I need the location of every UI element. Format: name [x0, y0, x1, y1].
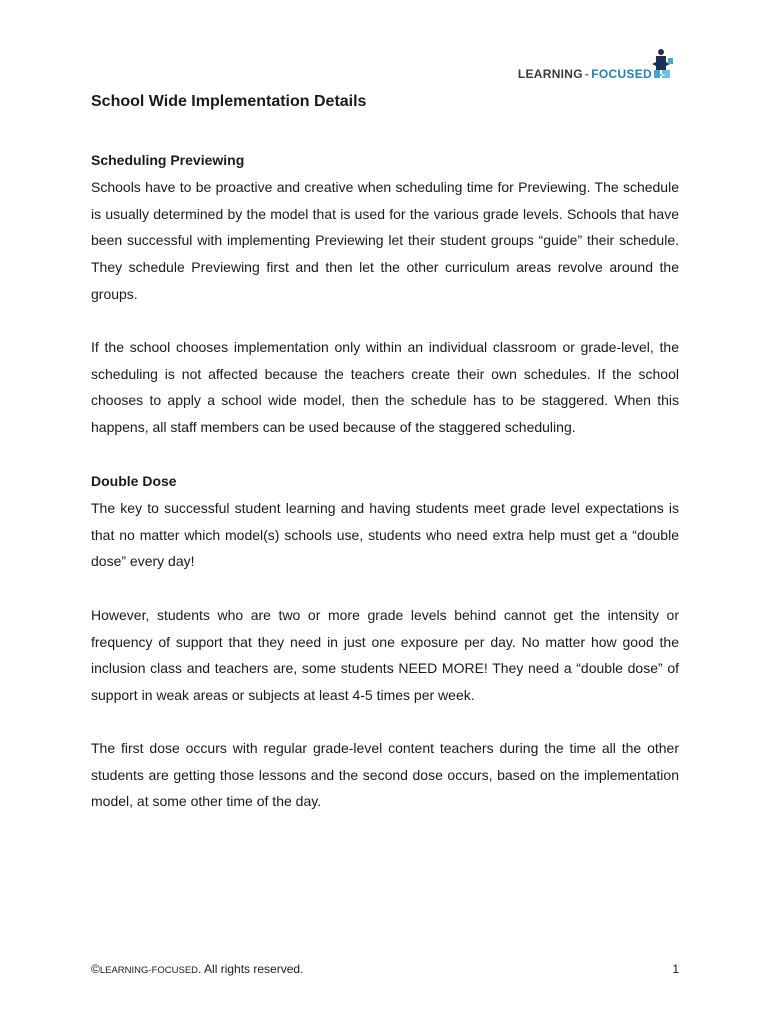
logo-wordmark	[518, 68, 652, 80]
paragraph-scheduling-2: If the school chooses implementation only within an individual classroom or grade-level, the scheduling is not affected because the teachers create their own schedules. If the school chooses to apply a school wide model, then the schedule has to be staggered. When this happens, all staff members can be used because of the staggered scheduling.	[91, 339, 679, 436]
footer-rights: . All rights reserved.	[198, 962, 304, 976]
copyright-symbol: ©	[91, 962, 100, 976]
paragraph-double-dose-2: However, students who are two or more grade levels behind cannot get the intensity or frequency of support that they need in just one exposure per day. No matter how good the inclusion class and teachers are, some students NEED MORE! They need a “double dose” of support in weak areas or subjects at least 4-5 times per week.	[91, 607, 679, 704]
page-number: 1	[672, 962, 679, 976]
footer-copyright	[91, 962, 303, 976]
puzzle-figure-icon	[648, 48, 674, 78]
page-title: School Wide Implementation Details	[91, 93, 367, 110]
logo-word-focused: FOCUSED	[591, 67, 652, 81]
header-logo	[518, 48, 674, 80]
footer-brand: LEARNING-FOCUSED	[99, 965, 199, 976]
section-heading-scheduling: Scheduling Previewing	[91, 152, 245, 168]
logo-word-learning: LEARNING	[517, 67, 583, 81]
paragraph-double-dose-3: The first dose occurs with regular grade-level content teachers during the time all the other students are getting those lessons and the second dose occurs, based on the implementation model, at some other time of the day.	[91, 740, 679, 810]
paragraph-scheduling-1: Schools have to be proactive and creative when scheduling time for Previewing. The schedule is usually determined by the model that is used for the various grade levels. Schools that have been successful with implementing Previewing let their student groups “guide” their schedule. They schedule Previewing first and then let the other curriculum areas revolve around the groups.	[91, 179, 679, 302]
paragraph-double-dose-1: The key to successful student learning and having students meet grade level expectations is that no matter which model(s) schools use, students who need extra help must get a “double dose” every day!	[91, 500, 679, 570]
section-heading-double-dose: Double Dose	[91, 473, 177, 489]
logo-hyphen: -	[584, 67, 590, 81]
